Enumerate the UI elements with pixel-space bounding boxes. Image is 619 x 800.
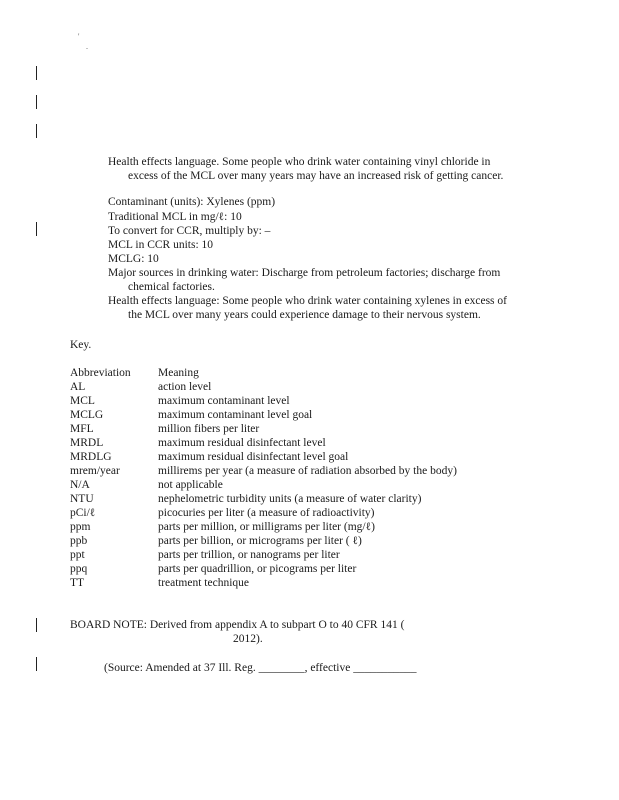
- key-table: [70, 366, 490, 590]
- key-row: [70, 464, 490, 478]
- source-note: (Source: Amended at 37 Ill. Reg. ________, effective ___________: [104, 662, 417, 674]
- key-row: [70, 534, 490, 548]
- revision-bar: [36, 66, 37, 80]
- key-row: [70, 492, 490, 506]
- key-abbreviation: ppt: [70, 549, 85, 561]
- key-abbreviation: mrem/year: [70, 465, 120, 477]
- health-effects-line: the MCL over many years could experience damage to their nervous system.: [128, 309, 481, 321]
- stray-mark: .: [86, 42, 88, 51]
- key-abbreviation: AL: [70, 381, 86, 393]
- major-sources-line: chemical factories.: [128, 281, 215, 293]
- key-row: [70, 478, 490, 492]
- revision-bar: [36, 657, 37, 671]
- key-header-meaning: Meaning: [158, 367, 199, 379]
- key-row: [70, 450, 490, 464]
- key-meaning: action level: [158, 381, 212, 393]
- key-abbreviation: ppm: [70, 521, 91, 533]
- major-sources-line: Major sources in drinking water: Discharge from petroleum factories; discharge from: [108, 267, 501, 279]
- vinyl-chloride-health-effects: [108, 155, 548, 183]
- key-abbreviation: MRDL: [70, 437, 104, 449]
- key-row: [70, 520, 490, 534]
- key-meaning: maximum contaminant level: [158, 395, 290, 407]
- board-note-line: 2012).: [233, 633, 263, 645]
- key-meaning: maximum contaminant level goal: [158, 409, 313, 421]
- key-row: [70, 380, 490, 394]
- major-sources: [108, 266, 548, 294]
- key-abbreviation: N/A: [70, 479, 90, 491]
- key-abbreviation: NTU: [70, 493, 94, 505]
- key-meaning: treatment technique: [158, 577, 250, 589]
- key-meaning: not applicable: [158, 479, 223, 491]
- key-meaning: parts per quadrillion, or picograms per liter: [158, 563, 357, 575]
- key-abbreviation: TT: [70, 577, 85, 589]
- revision-bar: [36, 95, 37, 109]
- key-row: [70, 548, 490, 562]
- key-meaning: maximum residual disinfectant level: [158, 437, 326, 449]
- key-meaning: millirems per year (a measure of radiation absorbed by the body): [158, 465, 457, 477]
- traditional-mcl: Traditional MCL in mg/ℓ: 10: [108, 211, 242, 223]
- key-meaning: parts per million, or milligrams per liter (mg/ℓ): [158, 521, 375, 533]
- key-title: Key.: [70, 339, 92, 351]
- key-row: [70, 576, 490, 590]
- key-row: [70, 394, 490, 408]
- revision-bar: [36, 618, 37, 632]
- key-abbreviation: MCL: [70, 395, 95, 407]
- revision-bar: [36, 222, 37, 236]
- mclg-value: MCLG: 10: [108, 253, 159, 265]
- key-abbreviation: MFL: [70, 423, 94, 435]
- key-meaning: parts per billion, or micrograms per liter ( ℓ): [158, 535, 362, 547]
- key-abbreviation: MRDLG: [70, 451, 112, 463]
- key-meaning: million fibers per liter: [158, 423, 260, 435]
- key-meaning: parts per trillion, or nanograms per liter: [158, 549, 340, 561]
- key-abbreviation: pCi/ℓ: [70, 507, 96, 519]
- board-note: [70, 618, 490, 646]
- key-row: [70, 436, 490, 450]
- key-header-abbreviation: Abbreviation: [70, 367, 131, 379]
- key-meaning: maximum residual disinfectant level goal: [158, 451, 349, 463]
- key-row: [70, 506, 490, 520]
- stray-mark: ': [78, 32, 80, 41]
- revision-bar: [36, 124, 37, 138]
- key-abbreviation: ppb: [70, 535, 88, 547]
- key-row: [70, 562, 490, 576]
- health-effects-line: excess of the MCL over many years may have an increased risk of getting cancer.: [128, 170, 504, 182]
- mcl-ccr-units: MCL in CCR units: 10: [108, 239, 214, 251]
- ccr-conversion: To convert for CCR, multiply by: –: [108, 225, 271, 237]
- key-meaning: picocuries per liter (a measure of radioactivity): [158, 507, 375, 519]
- key-abbreviation: MCLG: [70, 409, 104, 421]
- key-row: [70, 422, 490, 436]
- health-effects-line: Health effects language. Some people who drink water containing vinyl chloride in: [108, 156, 491, 168]
- key-meaning: nephelometric turbidity units (a measure of water clarity): [158, 493, 422, 505]
- key-abbreviation: ppq: [70, 563, 88, 575]
- health-effects-line: Health effects language: Some people who drink water containing xylenes in excess of: [108, 295, 507, 307]
- xylenes-health-effects: [108, 294, 548, 322]
- key-row: [70, 408, 490, 422]
- board-note-line: BOARD NOTE: Derived from appendix A to subpart O to 40 CFR 141 (: [70, 619, 405, 631]
- key-header-row: [70, 366, 490, 380]
- contaminant-units: Contaminant (units): Xylenes (ppm): [108, 196, 276, 208]
